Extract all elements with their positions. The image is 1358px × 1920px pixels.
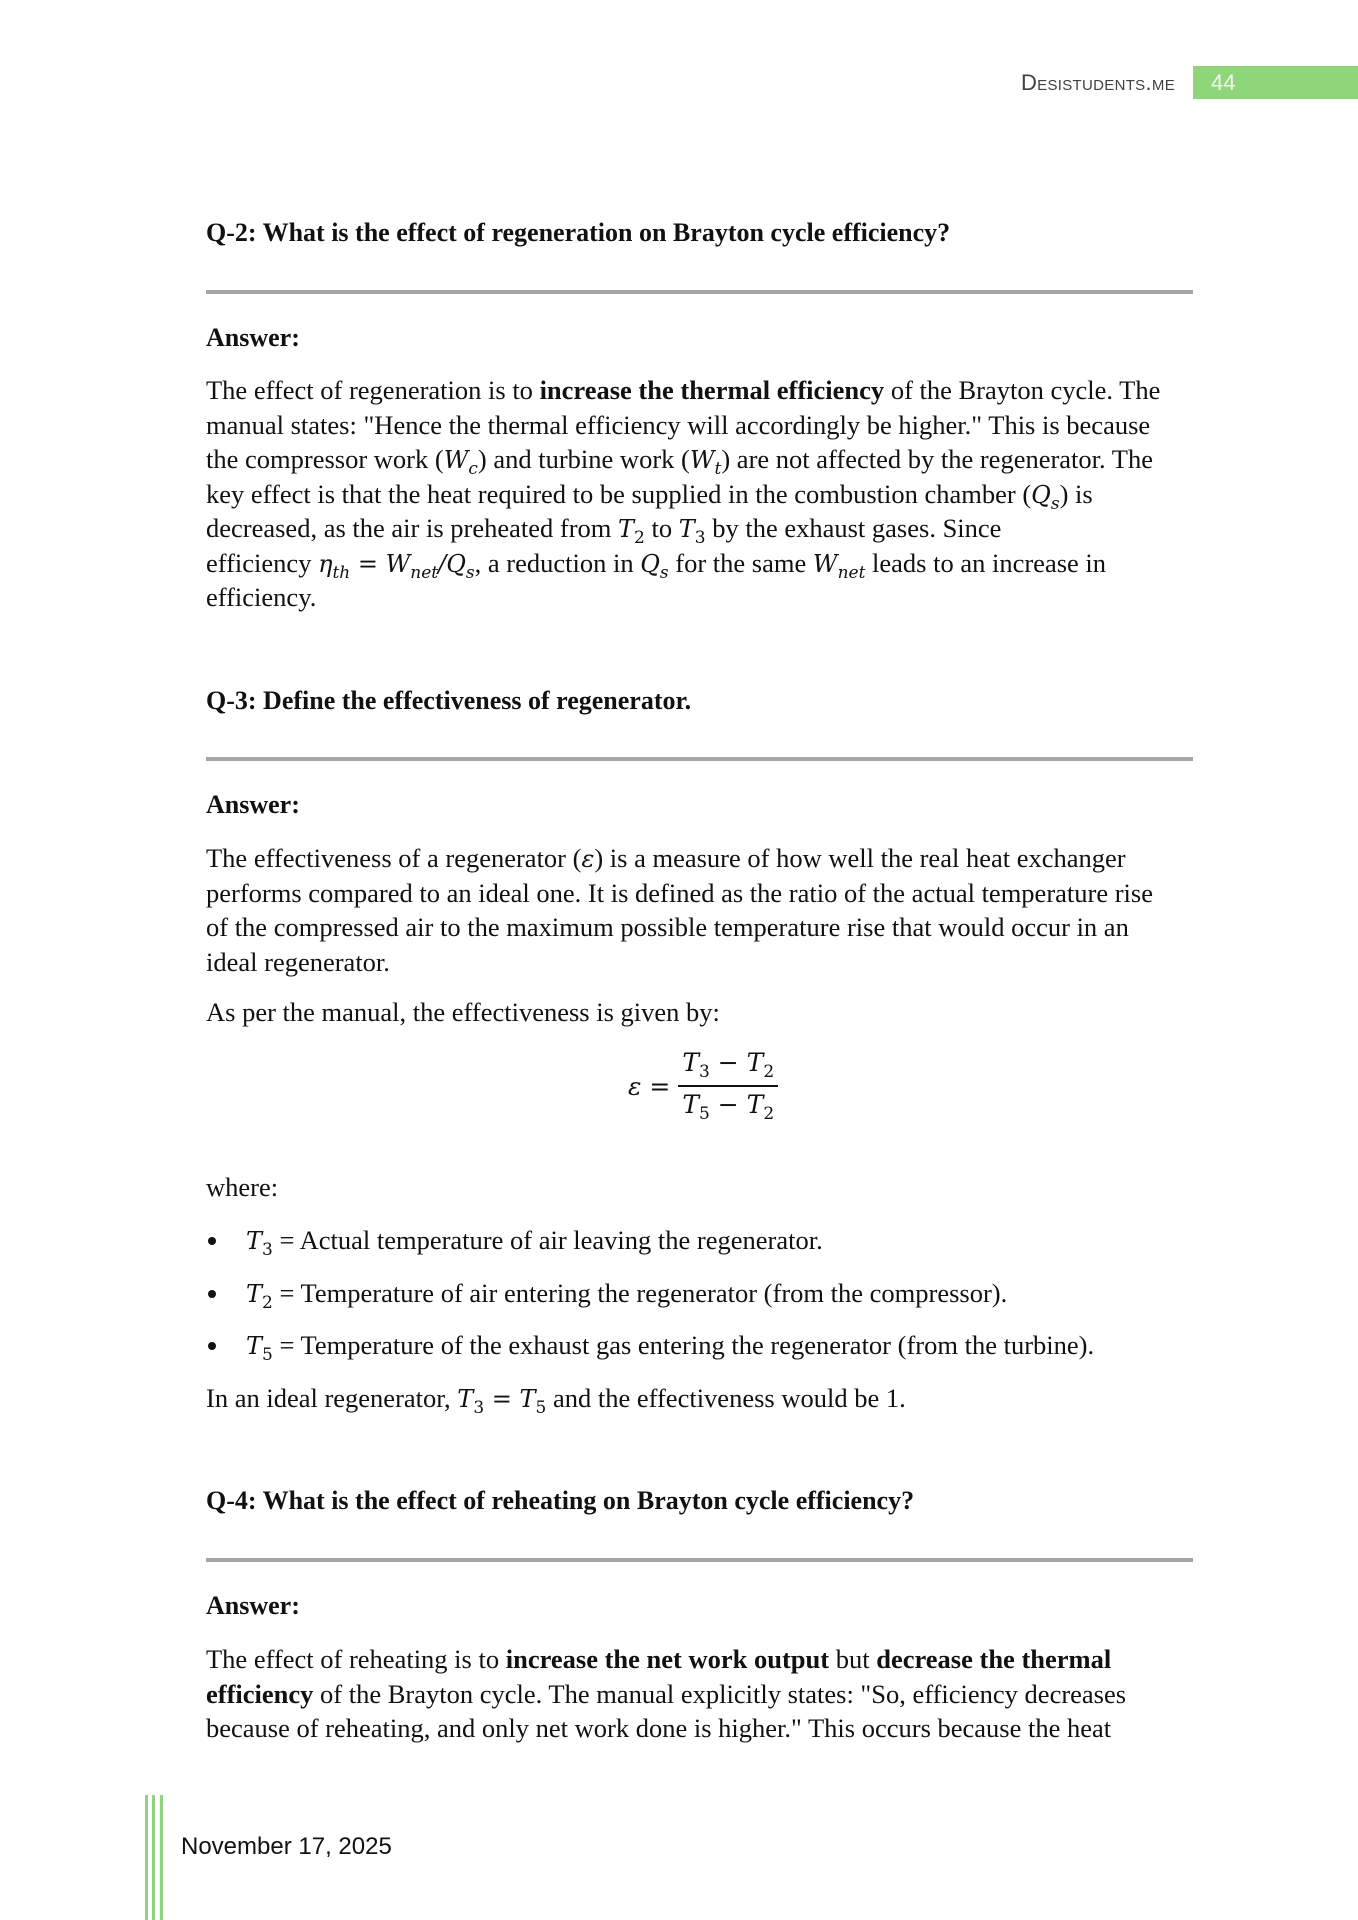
equation-intro: As per the manual, the effectiveness is given by: (206, 997, 720, 1027)
bullet-item: $T_3$ = Actual temperature of air leaving the regenerator. (206, 1223, 823, 1267)
answer-q3-paragraph (206, 841, 1196, 979)
q3-line-2: performs compared to an ideal one. It is defined as the ratio of the actual temperature rise (206, 877, 1153, 908)
bullet-item: $T_2$ = Temperature of air entering the regenerator (from the compressor). (206, 1276, 1007, 1320)
q2-line-2: manual states: "Hence the thermal efficiency will accordingly be higher." This is because (206, 409, 1151, 440)
fraction-bar (678, 1085, 778, 1087)
footer-accent-bar (152, 1795, 155, 1920)
q2-line-6: efficiency $\eta_{th} = W_{net}/Q_s$, a reduction in $Q_s$ for the same $W_{net}$ leads to an increase in (206, 547, 1107, 583)
q2-line-7: efficiency. (206, 582, 317, 612)
answer-label-q3: Answer: (206, 790, 300, 819)
q2-line-3: the compressor work $(W_c)$ and turbine work $(W_t)$ are not affected by the regenerator. The (206, 444, 1153, 479)
q2-line-1: The effect of regeneration is to increase the thermal efficiency of the Brayton cycle. The (206, 375, 1161, 405)
separator-q3 (206, 757, 1193, 761)
q4-line-1: The effect of reheating is to increase the net work output but decrease the thermal (206, 1644, 1112, 1674)
question-2-heading: Q-2: What is the effect of regeneration on Brayton cycle efficiency? (206, 218, 951, 247)
q3-line-1: The effectiveness of a regenerator (ε) is a measure of how well the real heat exchanger (206, 843, 1126, 873)
page-number-badge: 44 (1193, 66, 1358, 99)
equation-fraction (678, 1048, 778, 1124)
bullet-icon (208, 1237, 216, 1245)
effectiveness-equation (628, 1046, 778, 1126)
q2-line-5: decreased, as the air is preheated from $T_2$ to $T_3$ by the exhaust gases. Since (206, 513, 1002, 548)
q3-line-3: of the compressed air to the maximum possible temperature rise that would occur in an (206, 912, 1129, 942)
answer-q4-paragraph (206, 1642, 1196, 1746)
footer-accent-bar (145, 1795, 148, 1920)
question-4-heading: Q-4: What is the effect of reheating on Brayton cycle efficiency? (206, 1486, 915, 1515)
separator-q4 (206, 1558, 1193, 1562)
ideal-regenerator-note: In an ideal regenerator, $T_3 = T_5$ and the effectiveness would be 1. (206, 1383, 906, 1418)
q4-line-3: because of reheating, and only net work done is higher." This occurs because the heat (206, 1713, 1112, 1743)
footer-accent-bar (160, 1795, 163, 1920)
where-label: where: (206, 1172, 279, 1202)
equation-lhs: ε = (628, 1071, 671, 1101)
q2-line-4: key effect is that the heat required to be supplied in the combustion chamber $(Q_s)$ is (206, 478, 1093, 514)
footer-date: November 17, 2025 (181, 1833, 392, 1860)
answer-label-q2: Answer: (206, 323, 300, 352)
answer-q2-paragraph (206, 373, 1196, 615)
q3-line-4: ideal regenerator. (206, 946, 390, 977)
bullet-icon (208, 1342, 216, 1350)
separator-q2 (206, 290, 1193, 294)
bullet-item: $T_5$ = Temperature of the exhaust gas entering the regenerator (from the turbine). (206, 1328, 1094, 1372)
question-3-heading: Q-3: Define the effectiveness of regenerator. (206, 686, 692, 715)
q4-line-2: efficiency of the Brayton cycle. The manual explicitly states: "So, efficiency decreases (206, 1678, 1127, 1709)
bullet-icon (208, 1290, 216, 1298)
answer-label-q4: Answer: (206, 1591, 300, 1620)
equation-numerator: $T_3 - T_2$ (682, 1048, 775, 1082)
header-site-name: Desistudents.me (1020, 70, 1175, 95)
equation-denominator: $T_5 - T_2$ (682, 1090, 775, 1124)
